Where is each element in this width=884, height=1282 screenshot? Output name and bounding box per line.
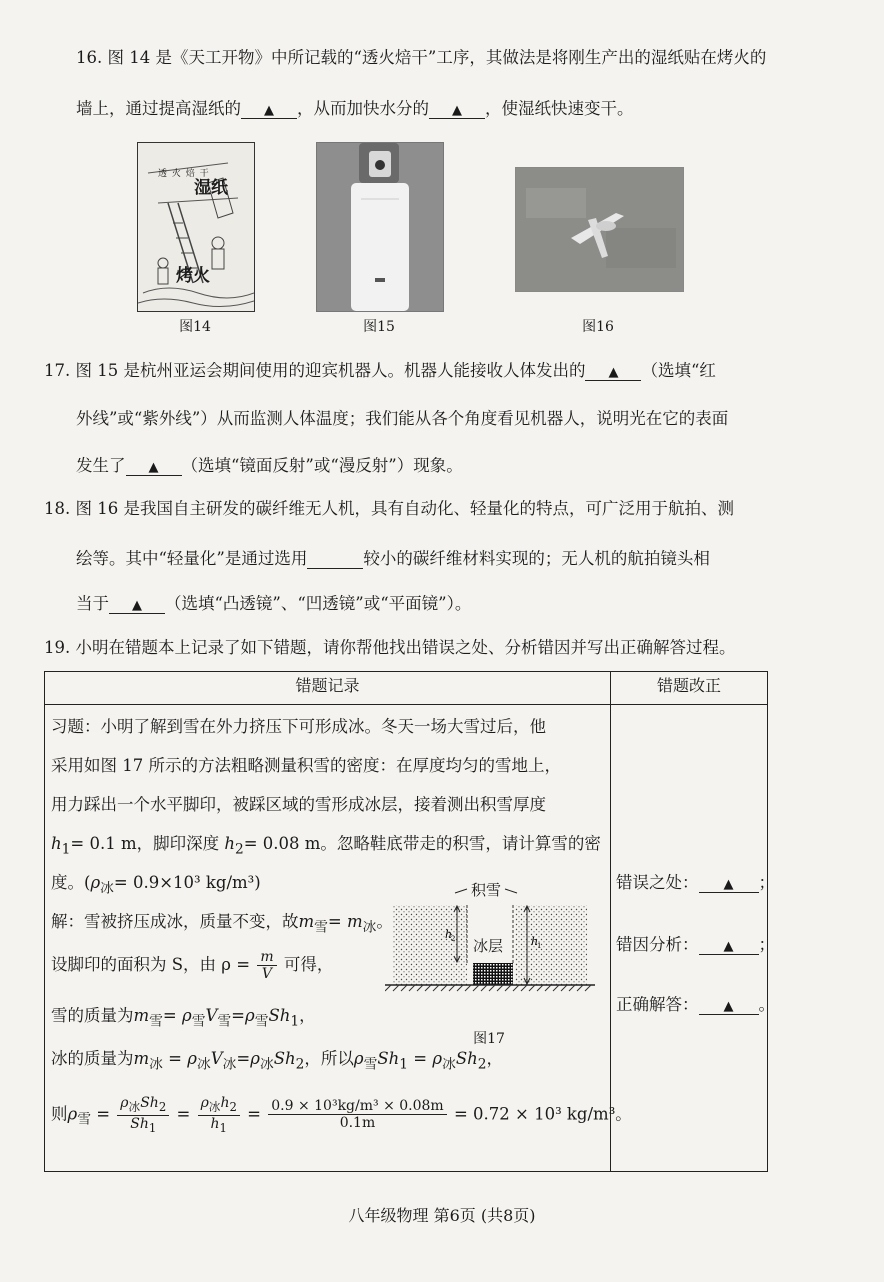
solution-line-4: 冰的质量为$m_冰 = \rho_冰V_冰=\rho_冰Sh_2$，所以$\rho_雪Sh_1 = \rho_冰Sh_2$， bbox=[51, 1049, 504, 1073]
q18-blank-1[interactable] bbox=[307, 549, 363, 569]
q16-blank-1[interactable]: ▲ bbox=[241, 99, 297, 119]
svg-text:h: h bbox=[531, 935, 539, 948]
fig17-ice-label: 冰层 bbox=[473, 937, 504, 955]
fig15-robot-photo bbox=[316, 142, 444, 312]
fig14-label-paper: 湿纸 bbox=[194, 178, 228, 198]
record-cell bbox=[45, 705, 632, 1172]
problem-line-4: $h_1= 0.1$ m，脚印深度 $h_2= 0.08$ m。忽略鞋底带走的积雪，请计算雪的密 bbox=[51, 834, 601, 858]
calc-numerator: 0.9 × 10³kg/m³ × 0.08m bbox=[268, 1098, 446, 1115]
correction-cell bbox=[611, 705, 775, 1172]
fix-cause-blank[interactable]: ▲ bbox=[699, 935, 759, 955]
fig14-title: 透 火 焙 干 bbox=[158, 169, 210, 179]
solution-line-5: 则$\rho_雪$ = $\frac{\rho_冰Sh_2}{Sh_1}$ = $\frac{\rho_冰h_2}{h_1}$ = $\frac{\text{0.9 × 10³kg/m³ × 0.08m}}{0.1m}$ = 0.72 × 10³ kg/m³。 bbox=[51, 1095, 632, 1135]
problem-line-5: 度。($\rho_冰= 0.9\times 10^3$ kg/m³) bbox=[51, 873, 261, 897]
problem-line-3: 用力踩出一个水平脚印，被踩区域的雪形成冰层，接着测出积雪厚度 bbox=[51, 795, 546, 814]
solution-line-3: 雪的质量为$m_雪= \rho_雪V_雪=\rho_雪Sh_1$， bbox=[51, 1006, 316, 1030]
problem-line-2: 采用如图 17 所示的方法粗略测量积雪的密度：在厚度均匀的雪地上， bbox=[51, 756, 561, 775]
fig16-drone-photo bbox=[515, 167, 684, 292]
fig14-label-fire: 烤火 bbox=[176, 266, 210, 286]
q18-line2: 绘等。其中“轻量化”是通过选用 较小的碳纤维材料实现的；无人机的航拍镜头相 bbox=[76, 549, 710, 568]
fig14-caption: 图14 bbox=[179, 319, 211, 335]
fix-error-row: 错误之处： ▲ ； bbox=[616, 873, 775, 892]
fix-cause-row: 错因分析： ▲ ； bbox=[616, 935, 775, 954]
svg-text:h: h bbox=[445, 928, 453, 941]
q16-line2: 墙上，通过提高湿纸的 ▲ ，从而加快水分的 ▲ ，使湿纸快速变干。 bbox=[76, 99, 634, 118]
error-record-table bbox=[44, 671, 775, 1172]
fig16-caption: 图16 bbox=[582, 319, 614, 335]
q17-line2: 外线”或“紫外线”）从而监测人体温度；我们能从各个角度看见机器人，说明光在它的表面 bbox=[76, 409, 729, 428]
q17-line3: 发生了 ▲ （选填“镜面反射”或“漫反射”）现象。 bbox=[76, 456, 463, 475]
fix-error-blank[interactable]: ▲ bbox=[699, 873, 759, 893]
problem-line-1: 习题：小明了解到雪在外力挤压下可形成冰。冬天一场大雪过后，他 bbox=[51, 717, 546, 736]
solution-line-1: 解：雪被挤压成冰，质量不变，故$m_雪= m_冰$。 bbox=[51, 912, 393, 936]
calc-denominator: 0.1m bbox=[339, 1115, 376, 1132]
drone-image bbox=[516, 168, 683, 291]
solution-line-2: 设脚印的面积为 S，由 ρ = $\frac{m}{V}$ 可得， bbox=[51, 949, 334, 982]
q18-line1: 18. 图 16 是我国自主研发的碳纤维无人机，具有自动化、轻量化的特点，可广泛用于航拍、测 bbox=[44, 499, 734, 518]
q17-blank-1[interactable]: ▲ bbox=[585, 361, 641, 381]
table-header-record: 错题记录 bbox=[45, 672, 611, 705]
q16-line1: 16. 图 14 是《天工开物》中所记载的“透火焙干”工序，其做法是将刚生产出的湿纸贴在烤火的 bbox=[76, 48, 767, 67]
page-footer: 八年级物理 第6页 (共8页) bbox=[348, 1206, 536, 1225]
q17-blank-2[interactable]: ▲ bbox=[126, 456, 182, 476]
q18-blank-2[interactable]: ▲ bbox=[109, 594, 165, 614]
fig15-caption: 图15 bbox=[363, 319, 395, 335]
robot-image bbox=[317, 143, 443, 311]
q18-line3: 当于 ▲ （选填“凸透镜”、“凹透镜”或“平面镜”）。 bbox=[76, 594, 472, 613]
q19-intro: 19. 小明在错题本上记录了如下错题，请你帮他找出错误之处、分析错因并写出正确解答过程。 bbox=[44, 638, 736, 657]
fig17-diagram bbox=[385, 883, 595, 1013]
fig17-caption: 图17 bbox=[473, 1031, 505, 1047]
fig14-illustration bbox=[137, 142, 255, 312]
q16-blank-2[interactable]: ▲ bbox=[429, 99, 485, 119]
fix-answer-blank[interactable]: ▲ bbox=[699, 995, 759, 1015]
svg-text:1: 1 bbox=[537, 942, 542, 950]
q17-line1: 17. 图 15 是杭州亚运会期间使用的迎宾机器人。机器人能接收人体发出的 ▲ （选填“红 bbox=[44, 361, 716, 380]
fix-answer-row: 正确解答： ▲ 。 bbox=[616, 995, 775, 1014]
table-header-correction: 错题改正 bbox=[611, 672, 768, 705]
svg-text:2: 2 bbox=[451, 935, 456, 943]
fig17-snow-label: 积雪 bbox=[471, 881, 502, 899]
